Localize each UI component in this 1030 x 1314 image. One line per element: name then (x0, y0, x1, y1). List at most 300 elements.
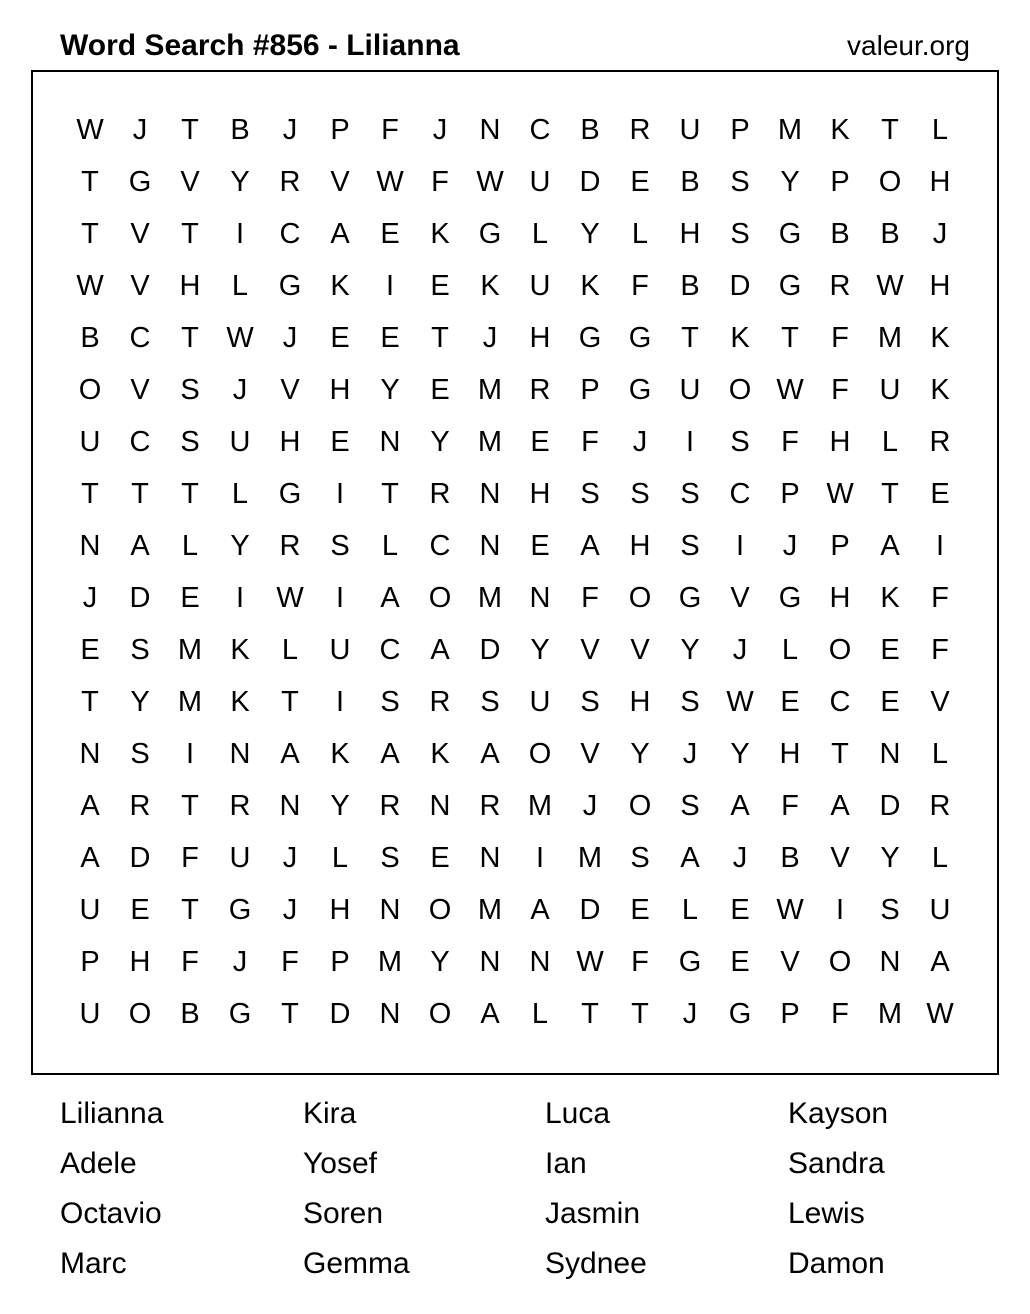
grid-letter: M (177, 634, 203, 666)
grid-letter: S (630, 478, 650, 510)
grid-letter: B (780, 842, 800, 874)
grid-letter: S (580, 686, 600, 718)
grid-letter: O (428, 894, 452, 926)
grid-letter: G (678, 582, 702, 614)
grid-letter: E (130, 894, 150, 926)
grid-letter: G (728, 998, 752, 1030)
grid-letter: F (281, 946, 299, 978)
grid-letter: G (628, 374, 652, 406)
word-list-item: Yosef (303, 1147, 377, 1180)
grid-letter: K (230, 686, 250, 718)
grid-letter: F (831, 374, 849, 406)
grid-letter: E (330, 322, 350, 354)
grid-letter: M (377, 946, 403, 978)
grid-letter: R (229, 790, 251, 822)
grid-letter: T (831, 738, 849, 770)
grid-letter: I (385, 270, 395, 302)
word-list-item: Octavio (60, 1197, 162, 1230)
grid-letter: K (930, 322, 950, 354)
grid-letter: H (279, 426, 301, 458)
grid-letter: K (880, 582, 900, 614)
grid-letter: E (630, 166, 650, 198)
grid-letter: Y (230, 530, 250, 562)
grid-letter: O (828, 946, 852, 978)
grid-letter: G (778, 270, 802, 302)
grid-letter: J (632, 426, 648, 458)
word-list-item: Marc (60, 1247, 127, 1280)
word-list (60, 1098, 1020, 1308)
grid-letter: P (830, 166, 850, 198)
grid-letter: F (931, 634, 949, 666)
grid-letter: B (230, 114, 250, 146)
grid-letter: G (228, 998, 252, 1030)
grid-letter: D (729, 270, 751, 302)
grid-letter: Y (730, 738, 750, 770)
grid-letter: R (529, 374, 551, 406)
grid-letter: L (531, 218, 549, 250)
grid-letter: U (229, 426, 251, 458)
grid-letter: E (430, 270, 450, 302)
grid-letter: C (129, 426, 151, 458)
grid-letter: G (678, 946, 702, 978)
grid-letter: C (829, 686, 851, 718)
grid-letter: T (281, 998, 299, 1030)
grid-letter: T (581, 998, 599, 1030)
grid-letter: O (878, 166, 902, 198)
grid-letter: P (830, 530, 850, 562)
page-header (60, 26, 970, 70)
grid-letter: K (430, 738, 450, 770)
grid-letter: N (529, 946, 551, 978)
grid-letter: N (479, 530, 501, 562)
grid-letter: T (181, 894, 199, 926)
grid-letter: P (780, 998, 800, 1030)
grid-letter: W (576, 946, 604, 978)
grid-letter: L (931, 842, 949, 874)
grid-letter: V (280, 374, 300, 406)
grid-letter: A (580, 530, 600, 562)
grid-letter: S (380, 842, 400, 874)
grid-letter: T (181, 114, 199, 146)
grid-letter: I (735, 530, 745, 562)
grid-letter: A (130, 530, 150, 562)
grid-letter: D (579, 166, 601, 198)
grid-letter: L (931, 114, 949, 146)
grid-letter: A (730, 790, 750, 822)
grid-letter: D (129, 842, 151, 874)
grid-letter: R (929, 790, 951, 822)
grid-letter: C (379, 634, 401, 666)
grid-letter: T (381, 478, 399, 510)
grid-letter: B (180, 998, 200, 1030)
grid-letter: L (331, 842, 349, 874)
grid-letter: S (680, 686, 700, 718)
grid-letter: E (330, 426, 350, 458)
grid-letter: K (730, 322, 750, 354)
grid-letter: R (429, 686, 451, 718)
grid-letter: H (929, 166, 951, 198)
grid-letter: B (680, 166, 700, 198)
grid-letter: S (680, 478, 700, 510)
grid-letter: T (81, 166, 99, 198)
grid-letter: S (380, 686, 400, 718)
grid-letter: I (235, 582, 245, 614)
grid-letter: M (477, 426, 503, 458)
grid-letter: Y (530, 634, 550, 666)
grid-letter: Y (580, 218, 600, 250)
grid-letter: F (781, 426, 799, 458)
grid-letter: S (330, 530, 350, 562)
grid-letter: Y (430, 946, 450, 978)
grid-letter: N (879, 946, 901, 978)
grid-letter: T (281, 686, 299, 718)
grid-letter: W (76, 114, 104, 146)
grid-letter: A (80, 842, 100, 874)
grid-letter: R (279, 166, 301, 198)
grid-letter: G (278, 478, 302, 510)
grid-letter: E (730, 894, 750, 926)
grid-letter: A (680, 842, 700, 874)
grid-letter: M (877, 998, 903, 1030)
grid-letter: M (477, 374, 503, 406)
grid-letter: J (932, 218, 948, 250)
word-list-item: Kira (303, 1097, 357, 1130)
grid-letter: S (730, 218, 750, 250)
grid-letter: U (79, 426, 101, 458)
grid-letter: B (680, 270, 700, 302)
grid-letter: E (180, 582, 200, 614)
grid-letter: P (330, 946, 350, 978)
grid-letter: V (180, 166, 200, 198)
grid-letter: Y (130, 686, 150, 718)
word-list-item: Lilianna (60, 1097, 164, 1130)
grid-letter: I (185, 738, 195, 770)
grid-letter: N (379, 998, 401, 1030)
grid-letter: F (581, 426, 599, 458)
grid-letter: T (131, 478, 149, 510)
grid-letter: S (730, 166, 750, 198)
grid-letter: F (831, 998, 849, 1030)
grid-letter: Y (680, 634, 700, 666)
grid-letter: F (431, 166, 449, 198)
grid-letter: S (730, 426, 750, 458)
grid-letter: B (580, 114, 600, 146)
grid-letter: A (430, 634, 450, 666)
grid-letter: E (530, 426, 550, 458)
grid-letter: L (281, 634, 299, 666)
grid-letter: U (679, 374, 701, 406)
grid-letter: T (181, 790, 199, 822)
grid-letter: H (529, 478, 551, 510)
grid-letter: I (235, 218, 245, 250)
grid-letter: V (130, 270, 150, 302)
grid-letter: K (230, 634, 250, 666)
grid-letter: H (179, 270, 201, 302)
grid-letter: O (428, 998, 452, 1030)
grid-letter: M (177, 686, 203, 718)
grid-letter: U (529, 166, 551, 198)
grid-letter: B (830, 218, 850, 250)
grid-letter: S (580, 478, 600, 510)
grid-letter: K (830, 114, 850, 146)
grid-letter: W (76, 270, 104, 302)
grid-letter: A (880, 530, 900, 562)
grid-letter: W (226, 322, 254, 354)
grid-letter: V (830, 842, 850, 874)
grid-letter: E (630, 894, 650, 926)
grid-letter: S (130, 738, 150, 770)
grid-letter: N (379, 426, 401, 458)
grid-letter: S (180, 374, 200, 406)
grid-letter: N (479, 478, 501, 510)
grid-letter: S (130, 634, 150, 666)
grid-letter: N (79, 530, 101, 562)
grid-letter: U (679, 114, 701, 146)
grid-letter: P (580, 374, 600, 406)
grid-letter: C (279, 218, 301, 250)
grid-letter: O (428, 582, 452, 614)
grid-letter: U (529, 270, 551, 302)
grid-letter: J (132, 114, 148, 146)
grid-letter: O (828, 634, 852, 666)
grid-letter: R (929, 426, 951, 458)
grid-letter: E (930, 478, 950, 510)
grid-letter: O (128, 998, 152, 1030)
grid-letter: H (329, 374, 351, 406)
grid-letter: V (580, 634, 600, 666)
grid-letter: Y (780, 166, 800, 198)
grid-letter: O (528, 738, 552, 770)
grid-letter: E (430, 842, 450, 874)
word-list-item: Luca (545, 1097, 611, 1130)
grid-letter: S (680, 530, 700, 562)
grid-letter: G (278, 270, 302, 302)
grid-letter: T (881, 478, 899, 510)
grid-letter: N (479, 842, 501, 874)
grid-letter: Y (880, 842, 900, 874)
grid-letter: K (930, 374, 950, 406)
grid-letter: J (582, 790, 598, 822)
grid-letter: H (779, 738, 801, 770)
grid-letter: S (180, 426, 200, 458)
grid-letter: K (480, 270, 500, 302)
grid-letter: E (530, 530, 550, 562)
grid-letter: N (479, 946, 501, 978)
grid-letter: T (81, 686, 99, 718)
grid-letter: T (681, 322, 699, 354)
grid-letter: J (232, 374, 248, 406)
grid-letter: F (631, 270, 649, 302)
grid-letter: W (776, 894, 804, 926)
grid-letter: R (279, 530, 301, 562)
grid-letter: N (279, 790, 301, 822)
letter-grid (33, 72, 997, 1073)
word-list-item: Jasmin (545, 1197, 641, 1230)
grid-letter: U (229, 842, 251, 874)
grid-letter: W (926, 998, 954, 1030)
grid-letter: E (880, 686, 900, 718)
word-list-item: Sydnee (545, 1247, 647, 1280)
grid-letter: S (630, 842, 650, 874)
grid-letter: F (581, 582, 599, 614)
grid-letter: F (781, 790, 799, 822)
grid-letter: J (232, 946, 248, 978)
grid-letter: M (777, 114, 803, 146)
grid-letter: S (880, 894, 900, 926)
grid-letter: M (477, 582, 503, 614)
grid-letter: V (580, 738, 600, 770)
word-list-item: Soren (303, 1197, 384, 1230)
grid-letter: L (381, 530, 399, 562)
grid-letter: E (880, 634, 900, 666)
grid-letter: Y (630, 738, 650, 770)
grid-letter: Y (230, 166, 250, 198)
grid-letter: J (282, 114, 298, 146)
grid-letter: J (482, 322, 498, 354)
grid-letter: E (780, 686, 800, 718)
grid-letter: E (430, 374, 450, 406)
grid-letter: V (130, 374, 150, 406)
grid-letter: H (529, 322, 551, 354)
grid-letter: L (931, 738, 949, 770)
grid-letter: G (578, 322, 602, 354)
grid-letter: R (379, 790, 401, 822)
grid-letter: G (628, 322, 652, 354)
grid-letter: N (229, 738, 251, 770)
grid-letter: L (531, 998, 549, 1030)
grid-letter: D (329, 998, 351, 1030)
grid-letter: J (282, 322, 298, 354)
grid-letter: T (881, 114, 899, 146)
grid-letter: T (81, 218, 99, 250)
grid-letter: N (479, 114, 501, 146)
grid-letter: M (877, 322, 903, 354)
grid-letter: U (929, 894, 951, 926)
grid-letter: P (780, 478, 800, 510)
grid-letter: D (129, 582, 151, 614)
grid-letter: T (781, 322, 799, 354)
grid-letter: J (682, 738, 698, 770)
grid-letter: A (280, 738, 300, 770)
grid-letter: Y (430, 426, 450, 458)
grid-letter: F (181, 842, 199, 874)
grid-letter: G (778, 218, 802, 250)
grid-letter: O (728, 374, 752, 406)
grid-letter: A (80, 790, 100, 822)
grid-letter: I (835, 894, 845, 926)
grid-letter: W (476, 166, 504, 198)
grid-letter: G (478, 218, 502, 250)
grid-letter: R (629, 114, 651, 146)
word-list-item: Kayson (788, 1097, 889, 1130)
grid-letter: H (129, 946, 151, 978)
grid-letter: T (431, 322, 449, 354)
grid-letter: O (628, 790, 652, 822)
grid-letter: L (881, 426, 899, 458)
grid-letter: T (181, 478, 199, 510)
grid-letter: O (78, 374, 102, 406)
grid-letter: D (479, 634, 501, 666)
grid-letter: N (379, 894, 401, 926)
grid-letter: T (631, 998, 649, 1030)
grid-letter: A (380, 738, 400, 770)
grid-letter: K (330, 738, 350, 770)
grid-letter: U (329, 634, 351, 666)
grid-letter: K (330, 270, 350, 302)
grid-letter: U (879, 374, 901, 406)
grid-letter: A (930, 946, 950, 978)
grid-letter: W (776, 374, 804, 406)
grid-letter: G (128, 166, 152, 198)
grid-letter: I (935, 530, 945, 562)
grid-letter: N (79, 738, 101, 770)
grid-letter: L (681, 894, 699, 926)
grid-letter: H (679, 218, 701, 250)
grid-letter: I (335, 582, 345, 614)
grid-letter: M (527, 790, 553, 822)
grid-letter: P (330, 114, 350, 146)
grid-letter: U (79, 894, 101, 926)
grid-letter: R (829, 270, 851, 302)
grid-letter: E (380, 322, 400, 354)
grid-letter: V (330, 166, 350, 198)
grid-letter: A (480, 998, 500, 1030)
grid-letter: I (685, 426, 695, 458)
grid-letter: J (682, 998, 698, 1030)
grid-letter: T (181, 218, 199, 250)
grid-letter: G (228, 894, 252, 926)
grid-letter: E (80, 634, 100, 666)
word-list-item: Adele (60, 1147, 137, 1180)
grid-letter: W (376, 166, 404, 198)
grid-letter: T (181, 322, 199, 354)
grid-letter: F (831, 322, 849, 354)
grid-letter: I (535, 842, 545, 874)
word-list-item: Sandra (788, 1147, 885, 1180)
grid-letter: V (780, 946, 800, 978)
grid-letter: W (276, 582, 304, 614)
grid-letter: C (429, 530, 451, 562)
grid-letter: N (429, 790, 451, 822)
grid-letter: J (82, 582, 98, 614)
grid-letter: H (929, 270, 951, 302)
grid-letter: L (231, 270, 249, 302)
grid-letter: A (830, 790, 850, 822)
grid-letter: A (530, 894, 550, 926)
site-name: valeur.org (847, 30, 970, 61)
grid-letter: H (629, 530, 651, 562)
grid-letter: R (479, 790, 501, 822)
grid-letter: O (628, 582, 652, 614)
grid-letter: F (181, 946, 199, 978)
grid-letter: E (730, 946, 750, 978)
grid-letter: V (930, 686, 950, 718)
grid-letter: A (380, 582, 400, 614)
grid-letter: H (629, 686, 651, 718)
grid-letter: V (130, 218, 150, 250)
grid-letter: F (631, 946, 649, 978)
grid-letter: P (730, 114, 750, 146)
grid-letter: K (580, 270, 600, 302)
grid-letter: S (480, 686, 500, 718)
grid-letter: B (80, 322, 100, 354)
grid-letter: A (480, 738, 500, 770)
grid-letter: D (579, 894, 601, 926)
grid-letter: G (778, 582, 802, 614)
grid-letter: D (879, 790, 901, 822)
grid-letter: F (381, 114, 399, 146)
grid-letter: A (330, 218, 350, 250)
